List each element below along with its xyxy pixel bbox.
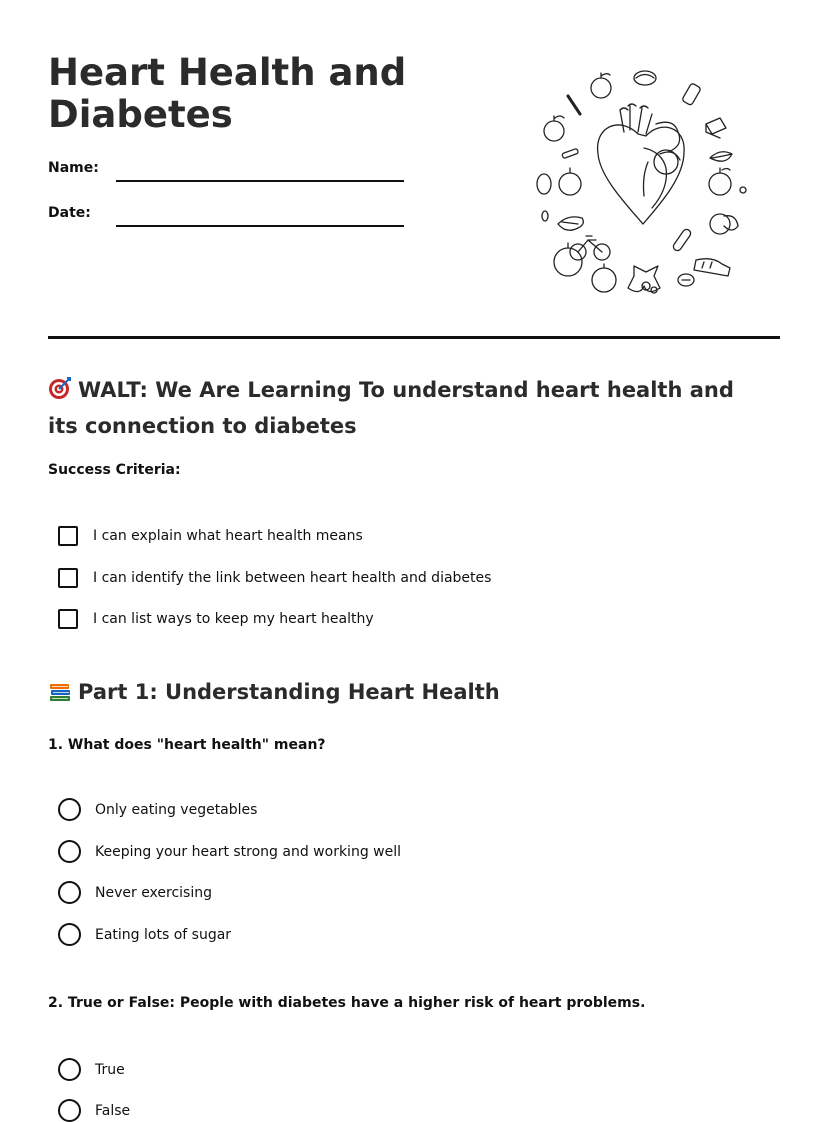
option-text: Eating lots of sugar	[95, 926, 232, 943]
answer-option[interactable]	[58, 923, 231, 946]
criteria-checkbox[interactable]	[58, 609, 78, 629]
answer-option[interactable]	[58, 798, 257, 821]
section-divider	[48, 336, 780, 339]
option-text: True	[95, 1061, 125, 1078]
criteria-checkbox[interactable]	[58, 526, 78, 546]
heart-health-illustration	[528, 66, 758, 298]
criteria-item[interactable]	[58, 609, 374, 629]
answer-option[interactable]	[58, 1058, 125, 1081]
option-text: Only eating vegetables	[95, 801, 258, 818]
radio-button[interactable]	[58, 923, 81, 946]
walt-text: WALT: We Are Learning To understand heart health and its connection to diabetes	[48, 378, 734, 438]
answer-option[interactable]	[58, 1099, 130, 1122]
walt-heading	[48, 372, 768, 444]
radio-button[interactable]	[58, 881, 81, 904]
food-items-icon	[537, 71, 746, 293]
criteria-item[interactable]	[58, 526, 363, 546]
name-label: Name:	[48, 160, 99, 176]
heart-icon	[598, 104, 685, 224]
radio-button[interactable]	[58, 798, 81, 821]
criteria-text: I can list ways to keep my heart healthy	[93, 611, 374, 627]
books-icon	[48, 680, 72, 704]
question-1: 1. What does "heart health" mean?	[48, 737, 326, 753]
date-label: Date:	[48, 205, 91, 221]
option-text: False	[95, 1102, 131, 1119]
radio-button[interactable]	[58, 1099, 81, 1122]
criteria-text: I can identify the link between heart health and diabetes	[93, 570, 492, 586]
criteria-item[interactable]	[58, 568, 491, 588]
name-field[interactable]	[116, 180, 404, 182]
page-title: Heart Health and Diabetes	[48, 51, 407, 136]
answer-option[interactable]	[58, 840, 401, 863]
dart-target-icon	[48, 376, 72, 400]
radio-button[interactable]	[58, 840, 81, 863]
question-2: 2. True or False: People with diabetes have a higher risk of heart problems.	[48, 995, 646, 1011]
part1-title: Part 1: Understanding Heart Health	[78, 680, 500, 704]
radio-button[interactable]	[58, 1058, 81, 1081]
success-criteria-label: Success Criteria:	[48, 462, 181, 478]
option-text: Never exercising	[95, 884, 213, 901]
criteria-text: I can explain what heart health means	[93, 528, 363, 544]
criteria-checkbox[interactable]	[58, 568, 78, 588]
answer-option[interactable]	[58, 881, 212, 904]
option-text: Keeping your heart strong and working well	[95, 843, 402, 860]
part1-heading	[48, 680, 500, 704]
date-field[interactable]	[116, 225, 404, 227]
